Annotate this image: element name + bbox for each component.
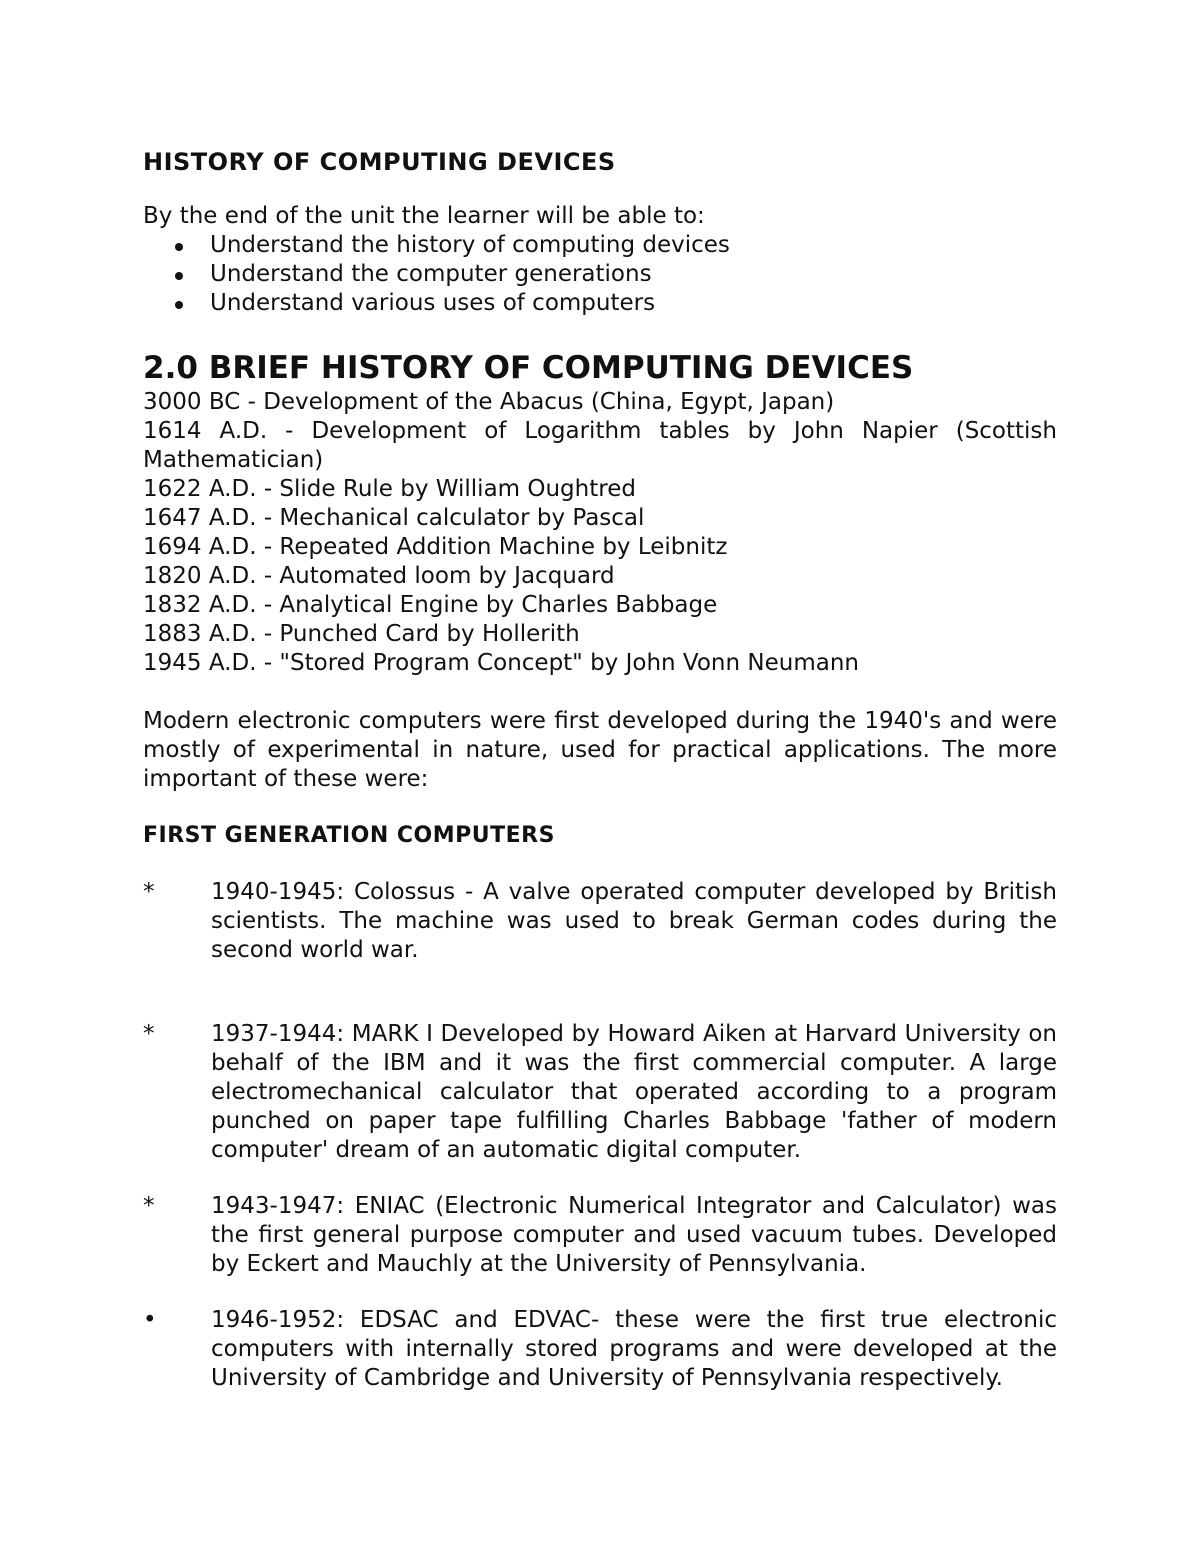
timeline-entry: 1883 A.D. - Punched Card by Hollerith [143, 621, 580, 647]
asterisk-marker: * [143, 1021, 155, 1047]
first-generation-heading: FIRST GENERATION COMPUTERS [143, 823, 555, 848]
objective-item [143, 260, 1057, 289]
generation-item-text: 1937-1944: MARK I Developed by Howard Aiken at Harvard University on behalf of the IBM and it was the first commercial computer. A large electromechanical calculator that operated according to a program punched on paper tape fulfilling Charles Babbage 'father of modern computer' dream of an automatic digital computer. [211, 1021, 1057, 1163]
timeline-entry: 1614 A.D. - Development of Logarithm tables by John Napier (Scottish Mathematician) [143, 418, 1057, 473]
timeline-entry: 1647 A.D. - Mechanical calculator by Pascal [143, 505, 645, 531]
asterisk-marker: * [143, 879, 155, 905]
timeline-entry: 1820 A.D. - Automated loom by Jacquard [143, 563, 615, 589]
timeline-entry: 1832 A.D. - Analytical Engine by Charles Babbage [143, 592, 718, 618]
timeline-entry: 3000 BC - Development of the Abacus (China, Egypt, Japan) [143, 389, 835, 415]
document-page [143, 144, 1057, 1393]
generation-item [143, 1306, 1057, 1393]
objective-item [143, 289, 1057, 318]
objective-text: Understand the history of computing devices [210, 232, 730, 258]
generation-item-text: 1943-1947: ENIAC (Electronic Numerical Integrator and Calculator) was the first general purpose computer and used vacuum tubes. Developed by Eckert and Mauchly at the University of Pennsylvania. [211, 1193, 1057, 1277]
objectives-list [143, 231, 1057, 318]
bullet-marker: • [143, 1307, 157, 1333]
timeline-list [143, 388, 1057, 678]
modern-computers-paragraph: Modern electronic computers were first developed during the 1940's and were mostly of experimental in nature, used for practical applications. The more important of these were: [143, 708, 1057, 792]
bullet-icon [175, 301, 183, 309]
bullet-icon [175, 243, 183, 251]
asterisk-marker: * [143, 1193, 155, 1219]
objective-text: Understand the computer generations [210, 261, 652, 287]
generation-item-text: 1940-1945: Colossus - A valve operated computer developed by British scientists. The machine was used to break German codes during the second world war. [211, 879, 1057, 963]
generation-item [143, 1192, 1057, 1279]
document-title: HISTORY OF COMPUTING DEVICES [143, 148, 616, 176]
generation-item-text: 1946-1952: EDSAC and EDVAC- these were the first true electronic computers with internally stored programs and were developed at the University of Cambridge and University of Pennsylvania respectively. [211, 1307, 1057, 1391]
section-heading: 2.0 BRIEF HISTORY OF COMPUTING DEVICES [143, 350, 914, 386]
objective-item [143, 231, 1057, 260]
timeline-entry: 1622 A.D. - Slide Rule by William Oughtred [143, 476, 636, 502]
timeline-entry: 1945 A.D. - "Stored Program Concept" by John Vonn Neumann [143, 650, 859, 676]
timeline-entry: 1694 A.D. - Repeated Addition Machine by Leibnitz [143, 534, 728, 560]
generation-item [143, 878, 1057, 965]
intro-text: By the end of the unit the learner will be able to: [143, 203, 705, 229]
generation-item [143, 1020, 1057, 1165]
objective-text: Understand various uses of computers [210, 290, 656, 316]
bullet-icon [175, 272, 183, 280]
